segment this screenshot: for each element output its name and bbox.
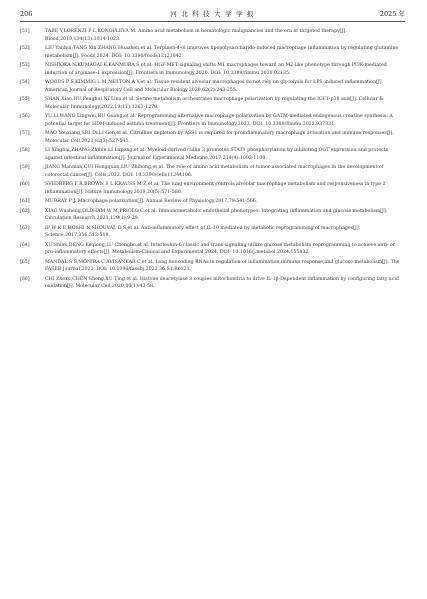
- reference-text: NISHIOKA N,KUMAGAI K,KANMURA S,et al. HGF-MET signaling shifts M1 macrophages toward an M2-like phenotype through PI3K-mediated induction of arginase-1 expression[J]. Frontiers in Immunology,2020. DOI: 10.3389/fimmu.2020.02135.: [45, 63, 387, 76]
- reference-text: IP W K E,HOSHI N,SHOUVAL D S,et al. Anti-inflammatory effect of IL-10 mediated by metabolic reprogramming of macrophages[J]. Science,2017,356:513-519.: [45, 225, 361, 238]
- reference-number: [52]: [20, 46, 30, 51]
- page-number: 206: [20, 10, 33, 18]
- reference-text: SVEDBERG F R,BROWN S L,KRAUSS M Z,et al. The lung environment controls alveolar macrophage metabolism and responsiveness in type 2 inflammation[J]. Nature Immunology,2019,20(5):571-580.: [45, 182, 386, 195]
- reference-text: MAO Youxiang,SHI Di,LI Gen,et al. Citrulline depletion by ASS1 is required for proinflammatory macrophage activation and immune responses[J]. Molecular Cell,2022,82(3):527-541.: [45, 131, 394, 144]
- reference-text: CHI Zhexu,CHEN Sheng,XU Ting,et al. Histone deacetylase 3 couples mitochondria to drive IL-1β-Dependent inflammation by configuring fatty acid oxidation[J]. Molecular Cell,2020,80(1):43-58.: [45, 276, 399, 289]
- reference-number: [66]: [20, 276, 30, 282]
- reference-number: [57]: [20, 131, 30, 136]
- reference-item: [20, 147, 405, 162]
- reference-text: JIANG Manman,CUI Hongquan,LIU Zhihong,et al. The role of amino acid metabolism of tumor associated macrophages in the development of colorectal cancer[J]. Cells,2022. DOI: 10.3390/cells11244106.: [45, 165, 384, 178]
- reference-text: XIAO Wusheng,OLDHAM W M,PRIOLO C,et al. Immunometabolic endothelial phenotypes: Integrating inflammation and glucose metabolism[J]. Circulation Research,2021,129(1):9-29.: [45, 208, 388, 221]
- reference-number: [51]: [20, 29, 30, 34]
- reference-item: [20, 164, 405, 179]
- reference-item: [20, 96, 405, 111]
- reference-number: [56]: [20, 114, 30, 119]
- reference-text: XU Shilei,DENG Keqiong,LU Chengbo,et al. Interleukin-6 classic and trans-signaling utilize glucose metabolism reprogramming to achieve anti- or pro-inflammatory effects[J]. Metabolism-Clinical and Experimental,2024. DOI: 10.1016/j.metabol.2024.155832.: [45, 242, 395, 255]
- reference-number: [61]: [20, 199, 30, 204]
- reference-text: TABE Y,LORENZI P L,KONOPLEVA M. Amino acid metabolism in hematologic malignancies and the era of targeted therapy[J]. Blood,2019,134(13):1014-1023.: [45, 29, 347, 42]
- reference-text: LI Xinghai,ZHANG Zhibin,LI Lupeng,et al. Myeloid-derived cullin 3 promotes STAT1 phosphorylation by inhibiting OGT expression and protects against intestinal inflammation[J]. Journal of Experimental Medicine,2017,214(4):1093-1109.: [45, 148, 388, 161]
- reference-item: [20, 45, 405, 60]
- reference-item: [20, 242, 405, 257]
- reference-number: [53]: [20, 63, 30, 68]
- reference-number: [58]: [20, 148, 30, 153]
- reference-number: [60]: [20, 182, 30, 187]
- reference-number: [63]: [20, 225, 30, 231]
- reference-item: [20, 198, 405, 206]
- reference-text: LIU Yanhui,TANG Xin,ZHANG Huazhen,et al. Terpinen-4-ol improves lipopolysaccharide-induced macrophage inflammation by regulating glutamine metabolism[J]. Foods,2024. DOI: 10.3390/foods13121842.: [45, 46, 399, 59]
- reference-text: SHAN Xiao,HU Penghui,NI Lina,et al. Serine metabolism orchestrates macrophage polarization by regulating the IGF1-p38 axis[J]. Cellular & Molecular Immunology,2022,19(11):1263-1278.: [45, 97, 384, 110]
- reference-text: WOODS P S,KIMMIG L M,MELTON A Y,et al. Tissue-resident alveolar macrophages do not rely on glycolysis for LPS-induced inflammation[J]. American Journal of Respiratory Cell and Molecular Biology,2020,62(2):243-255.: [45, 80, 384, 93]
- reference-item: [20, 225, 405, 240]
- reference-text: MURRAY P J. Macrophage polarization[J]. Annual Review of Physiology,2017,79:541-566.: [45, 199, 258, 204]
- header-rule: [20, 21, 405, 22]
- reference-number: [64]: [20, 242, 30, 248]
- reference-item: [20, 28, 405, 43]
- reference-item: [20, 130, 405, 145]
- reference-item: [20, 208, 405, 223]
- reference-list: [20, 28, 405, 293]
- page-header: [20, 8, 405, 20]
- reference-item: [20, 276, 405, 291]
- reference-number: [54]: [20, 80, 30, 85]
- publication-year: 2025 年: [379, 10, 405, 18]
- journal-title: 河 北 科 技 大 学 学 报: [170, 10, 255, 18]
- reference-number: [59]: [20, 165, 30, 170]
- reference-text: MANDAL S S,MONIRA C,AVISANKAR C,et al. Long noncoding RNAs in regulation of inflammation,immune response,and glucose metabolism[J]. The FASEB Journal,2022. DOI: 10.1096/fasebj.2022.36.S1.R6321.: [45, 259, 400, 272]
- reference-number: [65]: [20, 259, 30, 265]
- reference-text: YU Li,WANG Lingwei,HU Guang,et al. Reprogramming alternative macrophage polarization by GATM-mediated endogenous creatine synthesis: A potential target for HDM-induced asthma treatment[J]. Frontiers in Immunology,2022. DOI: 10.3389/fimmu.2022.937331.: [45, 114, 393, 127]
- reference-number: [62]: [20, 208, 30, 214]
- reference-number: [55]: [20, 97, 30, 102]
- reference-item: [20, 113, 405, 128]
- reference-item: [20, 62, 405, 77]
- reference-item: [20, 181, 405, 196]
- reference-item: [20, 79, 405, 94]
- reference-item: [20, 259, 405, 274]
